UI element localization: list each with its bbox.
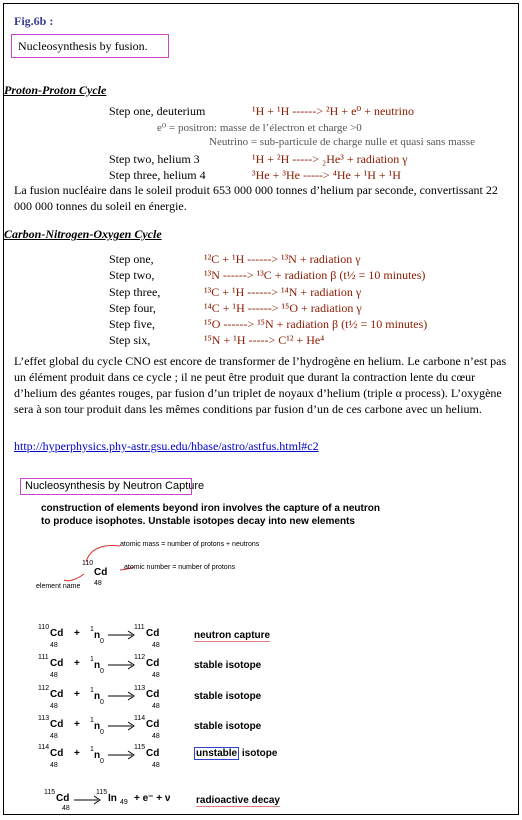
cno-paragraph: L’effet global du cycle CNO est encore de transformer de l’hydrogène en helium. Le carbone n’est pas un élément produit dans ce cycle ; il ne peut être produit que durant la contraction lente du cœur d’helium des géantes rouges, par fusion d’un triplet de noyaux d’helium (triple α process). L’oxygène sera à son tour produit dans les mêmes conditions par fusion d’un de ces carbone avec un helium. xyxy=(14,354,507,416)
decay-product-symbol: In xyxy=(108,793,117,804)
pp-step2-label: Step two, helium 3 xyxy=(109,152,200,166)
cno-step-eq: ¹²C + ¹H ------> ¹³N + radiation γ xyxy=(204,252,361,266)
cno-step-label: Step six, xyxy=(109,333,151,347)
reactant-number: 48 xyxy=(50,642,58,649)
neutron-number: 0 xyxy=(100,729,104,736)
reactant-number: 48 xyxy=(50,762,58,769)
arrow-icon xyxy=(108,630,136,640)
example-mass: 110 xyxy=(82,560,94,567)
neutron-symbol: n xyxy=(94,660,101,671)
pp-step1-eq: ¹H + ¹H ------> ²H + e⁰ + neutrino xyxy=(252,104,414,118)
nc-intro-line1: construction of elements beyond iron involves the capture of a neutron xyxy=(41,503,380,514)
cno-step-label: Step one, xyxy=(109,252,154,266)
reactant-number: 48 xyxy=(50,703,58,710)
reactant-number: 48 xyxy=(50,733,58,740)
product-number: 48 xyxy=(152,642,160,649)
plus-sign: + xyxy=(74,748,80,759)
plus-sign: + xyxy=(74,658,80,669)
pp-step3-label: Step three, helium 4 xyxy=(109,168,206,182)
example-symbol: Cd xyxy=(94,567,108,578)
unstable-highlight: unstable xyxy=(196,748,238,759)
cno-step-eq: ¹⁴C + ¹H ------> ¹⁵O + radiation γ xyxy=(204,301,362,315)
row-note: stable isotope xyxy=(194,691,262,702)
reaction-row xyxy=(34,685,334,715)
cno-step-eq: ¹³N ------> ¹³C + radiation β (t½ = 10 minutes) xyxy=(204,268,426,282)
reactant-symbol: Cd xyxy=(50,719,64,730)
decay-reactant-symbol: Cd xyxy=(56,793,70,804)
neutron-symbol: n xyxy=(94,750,101,761)
positron-note: e⁰ = positron: masse de l’électron et charge >0 xyxy=(157,122,362,134)
product-number: 48 xyxy=(152,762,160,769)
reactant-symbol: Cd xyxy=(50,628,64,639)
cno-step-label: Step five, xyxy=(109,317,155,331)
product-number: 48 xyxy=(152,733,160,740)
product-number: 48 xyxy=(152,672,160,679)
mass-note: atomic mass = number of protons + neutrons xyxy=(120,541,260,548)
number-note: atomic number = number of protons xyxy=(124,564,236,571)
neutron-capture-title-box: Nucleosynthesis by Neutron Capture xyxy=(20,478,192,495)
pp-title: Proton-Proton Cycle xyxy=(4,83,107,97)
figure-label: Fig.6b : xyxy=(14,14,54,28)
cno-step-label: Step two, xyxy=(109,268,155,282)
reactant-mass: 113 xyxy=(38,715,50,722)
neutron-mass: 1 xyxy=(90,687,94,694)
decay-product-mass: 115 xyxy=(96,789,108,796)
arrow-icon xyxy=(108,691,136,701)
arrow-icon xyxy=(74,795,102,805)
reaction-row xyxy=(34,715,334,745)
neutron-mass: 1 xyxy=(90,746,94,753)
neutron-mass: 1 xyxy=(90,626,94,633)
neutron-number: 0 xyxy=(100,699,104,706)
cno-step-eq: ¹³C + ¹H ------> ¹⁴N + radiation γ xyxy=(204,285,362,299)
neutron-symbol: n xyxy=(94,691,101,702)
reactant-symbol: Cd xyxy=(50,689,64,700)
decay-note: radioactive decay xyxy=(196,795,280,806)
hyperphysics-link[interactable]: http://hyperphysics.phy-astr.gsu.edu/hbase/astro/astfus.html#c2 xyxy=(14,439,319,453)
section-title-box: Nucleosynthesis by fusion. xyxy=(11,34,169,58)
reactant-mass: 111 xyxy=(38,654,49,661)
reactant-symbol: Cd xyxy=(50,658,64,669)
product-number: 48 xyxy=(152,703,160,710)
reaction-row xyxy=(34,654,334,684)
product-symbol: Cd xyxy=(146,719,160,730)
product-symbol: Cd xyxy=(146,628,160,639)
product-mass: 113 xyxy=(134,685,146,692)
plus-sign: + xyxy=(74,628,80,639)
product-symbol: Cd xyxy=(146,689,160,700)
plus-sign: + xyxy=(74,689,80,700)
product-mass: 114 xyxy=(134,715,146,722)
element-name-note: element name xyxy=(36,583,81,590)
neutron-symbol: n xyxy=(94,630,101,641)
row-note xyxy=(194,748,277,759)
row-note: stable isotope xyxy=(194,660,262,671)
decay-reactant-mass: 115 xyxy=(44,789,56,796)
product-mass: 111 xyxy=(134,624,145,631)
neutron-mass: 1 xyxy=(90,656,94,663)
arrow-icon xyxy=(108,660,136,670)
cno-title: Carbon-Nitrogen-Oxygen Cycle xyxy=(4,227,162,241)
cno-step-label: Step three, xyxy=(109,285,161,299)
neutron-number: 0 xyxy=(100,638,104,645)
pp-step3-eq: ³He + ³He -----> ⁴He + ¹H + ¹H xyxy=(252,168,401,182)
decay-product-number: 49 xyxy=(120,799,128,806)
reactant-mass: 112 xyxy=(38,685,50,692)
cno-step-label: Step four, xyxy=(109,301,156,315)
pp-paragraph: La fusion nucléaire dans le soleil produit 653 000 000 tonnes d’helium par seconde, convertissant 22 000 000 tonnes du soleil en énergie. xyxy=(14,183,498,213)
product-symbol: Cd xyxy=(146,658,160,669)
isotope-word: isotope xyxy=(239,748,278,759)
cno-step-eq: ¹⁵O ------> ¹⁵N + radiation β (t½ = 10 minutes) xyxy=(204,317,428,331)
reactant-symbol: Cd xyxy=(50,748,64,759)
pp-step1-label: Step one, deuterium xyxy=(109,104,206,118)
row-note: stable isotope xyxy=(194,721,262,732)
reactant-mass: 114 xyxy=(38,744,50,751)
neutron-number: 0 xyxy=(100,668,104,675)
neutron-symbol: n xyxy=(94,721,101,732)
reactant-number: 48 xyxy=(50,672,58,679)
row-note: neutron capture xyxy=(194,630,271,641)
arrow-icon xyxy=(108,750,136,760)
example-number: 48 xyxy=(94,580,102,587)
product-mass: 112 xyxy=(134,654,146,661)
neutron-mass: 1 xyxy=(90,717,94,724)
arrow-icon xyxy=(108,721,136,731)
cno-step-eq: ¹⁵N + ¹H -----> C¹² + He⁴ xyxy=(204,333,325,347)
document-page xyxy=(3,3,519,815)
reaction-row xyxy=(34,624,334,654)
product-symbol: Cd xyxy=(146,748,160,759)
reaction-row xyxy=(34,744,334,774)
nc-intro-line2: to produce isophotes. Unstable isotopes decay into new elements xyxy=(41,516,355,527)
product-mass: 115 xyxy=(134,744,146,751)
pp-step2-eq: ¹H + ²H -----> ₂He³ + radiation γ xyxy=(252,152,408,166)
decay-emissions: + e⁻ + ν xyxy=(134,793,171,804)
neutrino-note: Neutrino = sub-particule de charge nulle et quasi sans masse xyxy=(209,136,475,148)
reactant-mass: 110 xyxy=(38,624,50,631)
decay-reactant-number: 48 xyxy=(62,805,70,812)
plus-sign: + xyxy=(74,719,80,730)
decay-row xyxy=(34,789,334,815)
neutron-number: 0 xyxy=(100,758,104,765)
